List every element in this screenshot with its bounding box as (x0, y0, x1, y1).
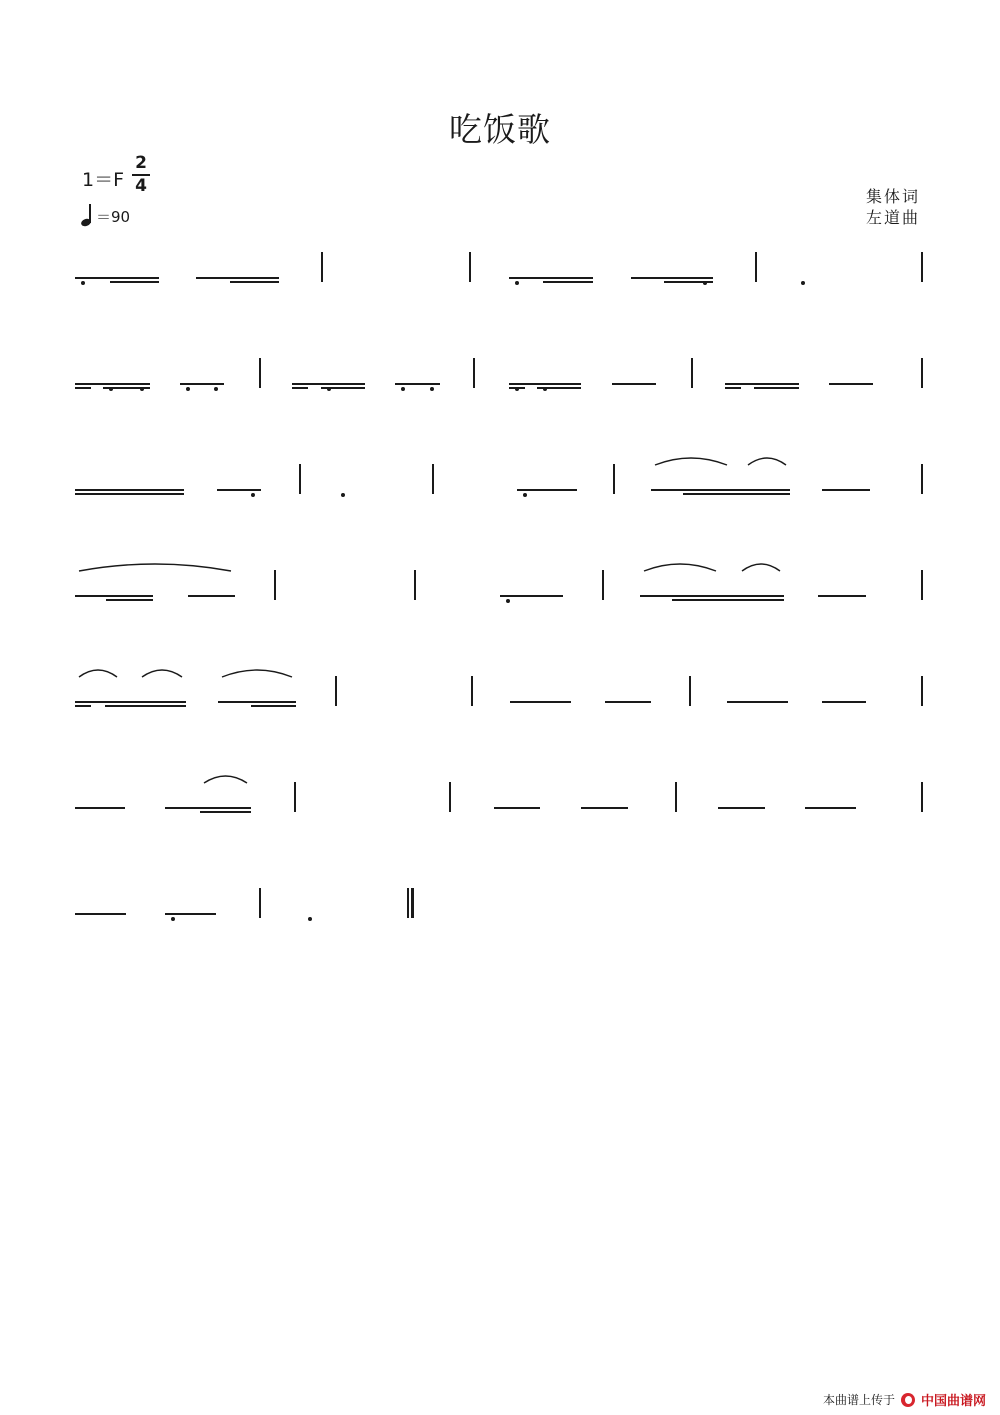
barline (675, 782, 677, 812)
time-signature-top: 2 (135, 153, 147, 173)
barline (321, 252, 323, 282)
underline-beam (725, 383, 799, 385)
barline (921, 676, 923, 706)
slur (644, 564, 716, 571)
site-logo-text: 中国曲谱网 (920, 1394, 986, 1409)
footer-text: 本曲谱上传于 (822, 1393, 895, 1407)
underline-beam (581, 807, 628, 809)
underline-beam (292, 383, 365, 385)
low-octave-dot (81, 281, 85, 285)
underline-beam (672, 599, 784, 601)
lyricist-credit: 集体词 (865, 187, 920, 206)
underline-beam (165, 913, 216, 915)
slur (79, 564, 231, 571)
underline-beam (103, 387, 150, 389)
underline-beam (818, 595, 866, 597)
underline-beam (509, 277, 593, 279)
underline-beam (217, 489, 261, 491)
underline-beam (251, 705, 296, 707)
underline-beam (500, 595, 563, 597)
underline-beam (395, 383, 440, 385)
underline-beam (727, 701, 788, 703)
slur (742, 564, 780, 571)
barline (602, 570, 604, 600)
underline-beam (805, 807, 856, 809)
barline (414, 570, 416, 600)
underline-beam (605, 701, 651, 703)
barline (259, 358, 261, 388)
underline-beam (75, 277, 159, 279)
barline (259, 888, 261, 918)
low-octave-dot (430, 387, 434, 391)
underline-beam (517, 489, 577, 491)
underline-beam (754, 387, 799, 389)
final-barline-thin (407, 888, 409, 918)
low-octave-dot (801, 281, 805, 285)
barline (294, 782, 296, 812)
underline-beam (165, 807, 251, 809)
barline (613, 464, 615, 494)
underline-beam (75, 387, 91, 389)
underline-beam (509, 383, 581, 385)
barline (921, 782, 923, 812)
underline-beam (75, 701, 186, 703)
barline (335, 676, 337, 706)
underline-beam (180, 383, 224, 385)
underline-beam (718, 807, 765, 809)
underline-beam (75, 489, 184, 491)
barline (299, 464, 301, 494)
underline-beam (822, 489, 870, 491)
low-octave-dot (523, 493, 527, 497)
low-octave-dot (171, 917, 175, 921)
low-octave-dot (515, 281, 519, 285)
low-octave-dot (186, 387, 190, 391)
underline-beam (651, 489, 790, 491)
underline-beam (537, 387, 581, 389)
barline (921, 358, 923, 388)
barline (921, 252, 923, 282)
underline-beam (105, 705, 186, 707)
low-octave-dot (251, 493, 255, 497)
underline-beam (509, 387, 525, 389)
underline-beam (188, 595, 235, 597)
underline-beam (822, 701, 866, 703)
low-octave-dot (341, 493, 345, 497)
barline (473, 358, 475, 388)
slur (222, 670, 292, 677)
barline (689, 676, 691, 706)
barline (449, 782, 451, 812)
final-barline-thick (411, 888, 414, 918)
underline-beam (612, 383, 656, 385)
slur (748, 458, 786, 465)
barline (921, 464, 923, 494)
underline-beam (829, 383, 873, 385)
low-octave-dot (506, 599, 510, 603)
barline (469, 252, 471, 282)
slur (142, 670, 182, 677)
footer (823, 1390, 986, 1409)
tempo-value: ＝90 (96, 207, 131, 226)
low-octave-dot (401, 387, 405, 391)
barline (921, 570, 923, 600)
barline (755, 252, 757, 282)
slur (79, 670, 117, 677)
underline-beam (196, 277, 279, 279)
underline-beam (510, 701, 571, 703)
underline-beam (230, 281, 279, 283)
barline (471, 676, 473, 706)
underline-beam (110, 281, 159, 283)
underline-beam (292, 387, 308, 389)
low-octave-dot (214, 387, 218, 391)
barline (274, 570, 276, 600)
underline-beam (75, 595, 153, 597)
underline-beam (543, 281, 593, 283)
song-title: 吃饭歌 (449, 110, 551, 149)
slur (655, 458, 727, 465)
time-signature-bottom: 4 (135, 175, 147, 196)
low-octave-dot (308, 917, 312, 921)
underline-beam (75, 383, 150, 385)
underline-beam (494, 807, 540, 809)
slur (204, 776, 247, 783)
underline-beam (200, 811, 251, 813)
underline-beam (664, 281, 713, 283)
underline-beam (321, 387, 365, 389)
barline (691, 358, 693, 388)
underline-beam (683, 493, 790, 495)
underline-beam (640, 595, 784, 597)
underline-beam (631, 277, 713, 279)
composer-credit: 左道曲 (865, 208, 920, 227)
barline (432, 464, 434, 494)
underline-beam (75, 807, 125, 809)
underline-beam (725, 387, 741, 389)
underline-beam (218, 701, 296, 703)
key-signature: 1＝F (82, 169, 125, 191)
site-logo-icon (901, 1393, 915, 1407)
underline-beam (75, 913, 126, 915)
underline-beam (106, 599, 153, 601)
underline-beam (75, 705, 91, 707)
underline-beam (75, 493, 184, 495)
